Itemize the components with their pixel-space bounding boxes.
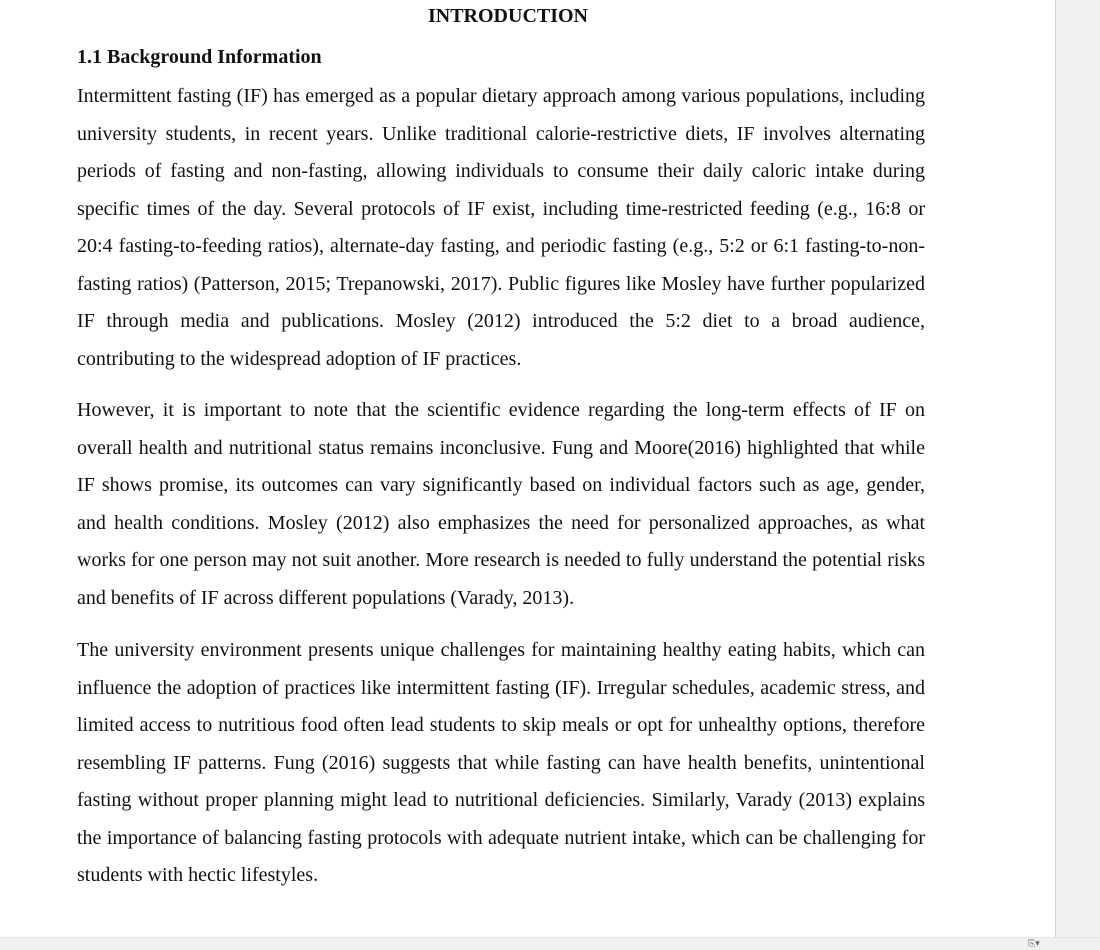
right-gutter <box>1056 0 1100 937</box>
paragraph-1: Intermittent fasting (IF) has emerged as a popular dietary approach among various populations, including university students, in recent years. Unlike traditional calorie-restrictive diets, IF involves alternating periods of fasting and non-fasting, allowing individuals to consume their daily caloric intake during specific times of the day. Several protocols of IF exist, including time-restricted feeding (e.g., 16:8 or 20:4 fasting-to-feeding ratios), alternate-day fasting, and periodic fasting (e.g., 5:2 or 6:1 fasting-to-non-fasting ratios) (Patterson, 2015; Trepanowski, 2017). Public figures like Mosley have further popularized IF through media and publications. Mosley (2012) introduced the 5:2 diet to a broad audience, contributing to the widespread adoption of IF practices. <box>77 85 925 370</box>
paste-options-icon[interactable]: ⎘▾ <box>1028 939 1040 949</box>
paragraph-2: However, it is important to note that the scientific evidence regarding the long-term effects of IF on overall health and nutritional status remains inconclusive. Fung and Moore(2016) highlighted that while IF shows promise, its outcomes can vary significantly based on individual factors such as age, gender, and health conditions. Mosley (2012) also emphasizes the need for personalized approaches, as what works for one person may not suit another. More research is needed to fully understand the potential risks and benefits of IF across different populations (Varady, 2013). <box>77 399 925 609</box>
paragraph-3: The university environment presents unique challenges for maintaining healthy eating habits, which can influence the adoption of practices like intermittent fasting (IF). Irregular schedules, academic stress, and limited access to nutritious food often lead students to skip meals or opt for unhealthy options, therefore resembling IF patterns. Fung (2016) suggests that while fasting can have health benefits, unintentional fasting without proper planning might lead to nutritional deficiencies. Similarly, Varady (2013) explains the importance of balancing fasting protocols with adequate nutrient intake, which can be challenging for students with hectic lifestyles. <box>77 639 925 886</box>
chapter-heading: INTRODUCTION <box>427 5 589 27</box>
section-heading: 1.1 Background Information <box>77 46 322 68</box>
bottom-strip <box>0 937 1100 950</box>
